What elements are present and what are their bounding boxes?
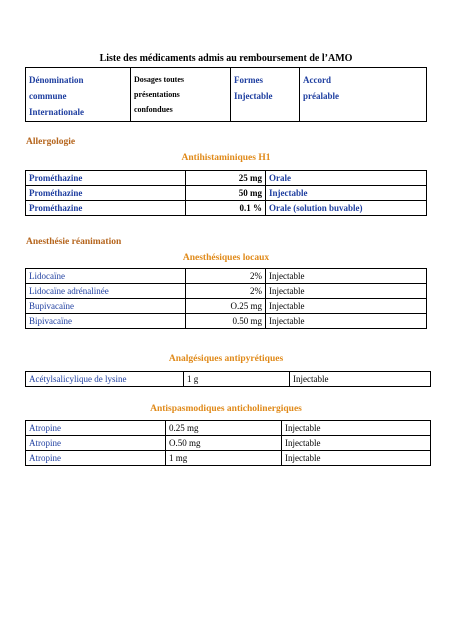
page-title: Liste des médicaments admis au remboursement de l’AMO xyxy=(99,53,353,64)
drug-name: Bupivacaïne xyxy=(26,299,186,314)
header-text: présentations xyxy=(134,90,180,99)
table-allergologie xyxy=(25,170,427,216)
drug-form: Injectable xyxy=(266,314,427,329)
drug-form: Injectable xyxy=(290,372,431,387)
header-text: Accord xyxy=(303,75,331,85)
subtitle-anesthesiques-locaux: Anesthésiques locaux xyxy=(182,253,270,263)
header-cell-dosages xyxy=(131,68,231,122)
table-row xyxy=(26,171,427,186)
header-cell-formes xyxy=(231,68,300,122)
drug-form: Orale xyxy=(266,171,427,186)
header-cell-accord xyxy=(300,68,427,122)
section-title-anesthesie: Anesthésie réanimation xyxy=(26,237,122,247)
table-row xyxy=(26,421,431,436)
drug-name: Prométhazine xyxy=(26,171,186,186)
drug-name: Atropine xyxy=(26,421,166,436)
table-row xyxy=(26,299,427,314)
table-row xyxy=(26,201,427,216)
table-analgesiques xyxy=(25,371,431,387)
header-cell-denomination xyxy=(26,68,131,122)
drug-name: Prométhazine xyxy=(26,186,186,201)
drug-form: Injectable xyxy=(282,421,431,436)
header-text: Injectable xyxy=(234,91,273,101)
drug-form: Injectable xyxy=(266,186,427,201)
drug-dose: 50 mg xyxy=(186,186,266,201)
header-text: confondues xyxy=(134,105,173,114)
table-row xyxy=(26,284,427,299)
drug-dose: 2% xyxy=(186,284,266,299)
drug-dose: 2% xyxy=(186,269,266,284)
drug-dose: 0.1 % xyxy=(186,201,266,216)
drug-name: Acétylsalicylique de lysine xyxy=(26,372,184,387)
table-anesthesie xyxy=(25,268,427,329)
drug-form: Orale (solution buvable) xyxy=(266,201,427,216)
table-row xyxy=(26,451,431,466)
drug-dose: 25 mg xyxy=(186,171,266,186)
header-text: Dénomination xyxy=(29,75,84,85)
table-row xyxy=(26,186,427,201)
header-text: préalable xyxy=(303,91,339,101)
header-text: commune xyxy=(29,91,67,101)
drug-form: Injectable xyxy=(282,451,431,466)
drug-dose: O.50 mg xyxy=(166,436,282,451)
header-text: Internationale xyxy=(29,107,84,117)
drug-name: Atropine xyxy=(26,451,166,466)
drug-name: Lidocaïne adrénalinée xyxy=(26,284,186,299)
drug-dose: 1 mg xyxy=(166,451,282,466)
header-text: Formes xyxy=(234,75,263,85)
table-row xyxy=(26,269,427,284)
section-title-allergologie: Allergologie xyxy=(26,137,76,147)
drug-form: Injectable xyxy=(266,269,427,284)
drug-name: Atropine xyxy=(26,436,166,451)
drug-dose: 1 g xyxy=(184,372,290,387)
drug-name: Lidocaïne xyxy=(26,269,186,284)
drug-dose: O.25 mg xyxy=(186,299,266,314)
table-row xyxy=(26,314,427,329)
header-table xyxy=(25,67,427,122)
drug-form: Injectable xyxy=(282,436,431,451)
header-text: Dosages toutes xyxy=(134,75,184,84)
drug-dose: 0.50 mg xyxy=(186,314,266,329)
drug-dose: 0.25 mg xyxy=(166,421,282,436)
drug-form: Injectable xyxy=(266,299,427,314)
table-row xyxy=(26,436,431,451)
subtitle-antihistaminiques: Antihistaminiques H1 xyxy=(181,153,271,163)
drug-name: Prométhazine xyxy=(26,201,186,216)
drug-name: Bipivacaïne xyxy=(26,314,186,329)
table-row xyxy=(26,372,431,387)
subtitle-antispasmodiques: Antispasmodiques anticholinergiques xyxy=(150,404,302,414)
table-antispasmodiques xyxy=(25,420,431,466)
subtitle-analgesiques: Analgésiques antipyrétiques xyxy=(168,354,284,364)
drug-form: Injectable xyxy=(266,284,427,299)
